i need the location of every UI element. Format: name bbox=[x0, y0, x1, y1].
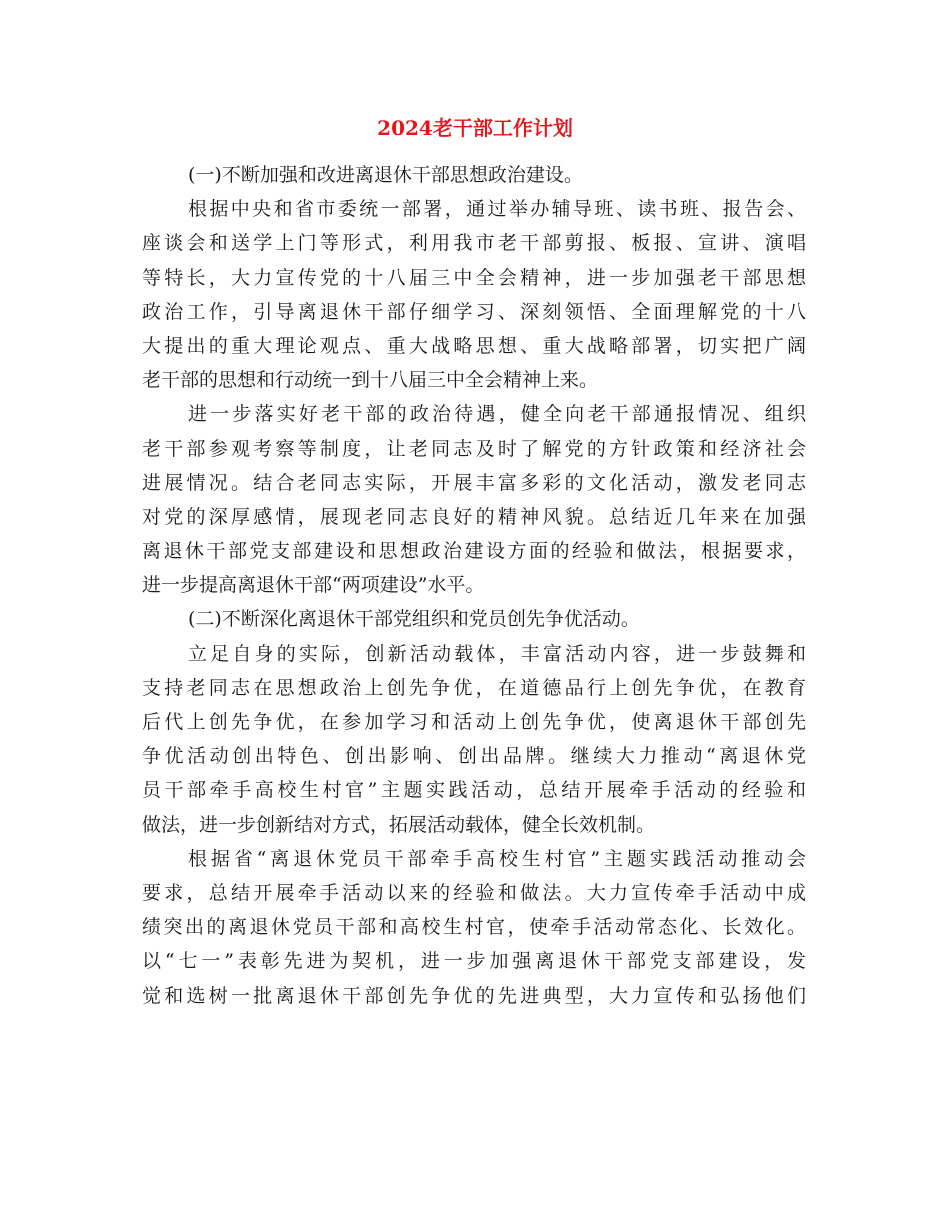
paragraph-line: 后代上创先争优，在参加学习和活动上创先争优，使离退休干部创先 bbox=[142, 711, 806, 733]
paragraph-line: 大提出的重大理论观点、重大战略思想、重大战略部署，切实把广阔 bbox=[142, 334, 806, 357]
paragraph-line: 支持老同志在思想政治上创先争优，在道德品行上创先争优，在教育 bbox=[142, 676, 806, 699]
paragraph-line: 老干部参观考察等制度，让老同志及时了解党的方针政策和经济社会 bbox=[142, 437, 806, 460]
paragraph-line: 员干部牵手高校生村官”主题实践活动，总结开展牵手活动的经验和 bbox=[142, 779, 806, 802]
paragraph-line: 进展情况。结合老同志实际，开展丰富多彩的文化活动，激发老同志 bbox=[142, 471, 806, 494]
paragraph-line: 等特长，大力宣传党的十八届三中全会精神，进一步加强老干部思想 bbox=[142, 266, 806, 289]
paragraph-line: 进一步提高离退休干部“两项建设”水平。 bbox=[142, 574, 485, 597]
section-heading: (一)不断加强和改进离退休干部思想政治建设。 bbox=[188, 164, 583, 186]
document-title: 2024老干部工作计划 bbox=[377, 116, 573, 140]
section-heading: (二)不断深化离退休干部党组织和党员创先争优活动。 bbox=[188, 608, 640, 631]
paragraph-line: 进一步落实好老干部的政治待遇，健全向老干部通报情况、组织 bbox=[188, 403, 806, 426]
paragraph-line: 做法，进一步创新结对方式，拓展活动载体，健全长效机制。 bbox=[142, 813, 656, 836]
document-body bbox=[142, 158, 806, 1013]
paragraph-line: 以“七一”表彰先进为契机，进一步加强离退休干部党支部建设，发 bbox=[142, 950, 806, 973]
paragraph-line: 立足自身的实际，创新活动载体，丰富活动内容，进一步鼓舞和 bbox=[188, 642, 806, 665]
paragraph-line: 老干部的思想和行动统一到十八届三中全会精神上来。 bbox=[142, 369, 599, 392]
paragraph-line: 绩突出的离退休党员干部和高校生村官，使牵手活动常态化、长效化。 bbox=[142, 916, 806, 939]
paragraph-line: 座谈会和送学上门等形式，利用我市老干部剪报、板报、宣讲、演唱 bbox=[142, 232, 806, 255]
paragraph-line: 根据中央和省市委统一部署，通过举办辅导班、读书班、报告会、 bbox=[188, 198, 806, 221]
paragraph-line: 离退休干部党支部建设和思想政治建设方面的经验和做法，根据要求， bbox=[142, 540, 806, 563]
paragraph-line: 对党的深厚感情，展现老同志良好的精神风貌。总结近几年来在加强 bbox=[142, 505, 806, 528]
paragraph-line: 觉和选树一批离退休干部创先争优的先进典型，大力宣传和弘扬他们 bbox=[142, 984, 806, 1007]
paragraph-line: 争优活动创出特色、创出影响、创出品牌。继续大力推动“离退休党 bbox=[142, 745, 806, 768]
paragraph-line: 根据省“离退休党员干部牵手高校生村官”主题实践活动推动会 bbox=[188, 847, 806, 870]
paragraph-line: 要求，总结开展牵手活动以来的经验和做法。大力宣传牵手活动中成 bbox=[142, 881, 806, 904]
paragraph-line: 政治工作，引导离退休干部仔细学习、深刻领悟、全面理解党的十八 bbox=[142, 300, 806, 323]
